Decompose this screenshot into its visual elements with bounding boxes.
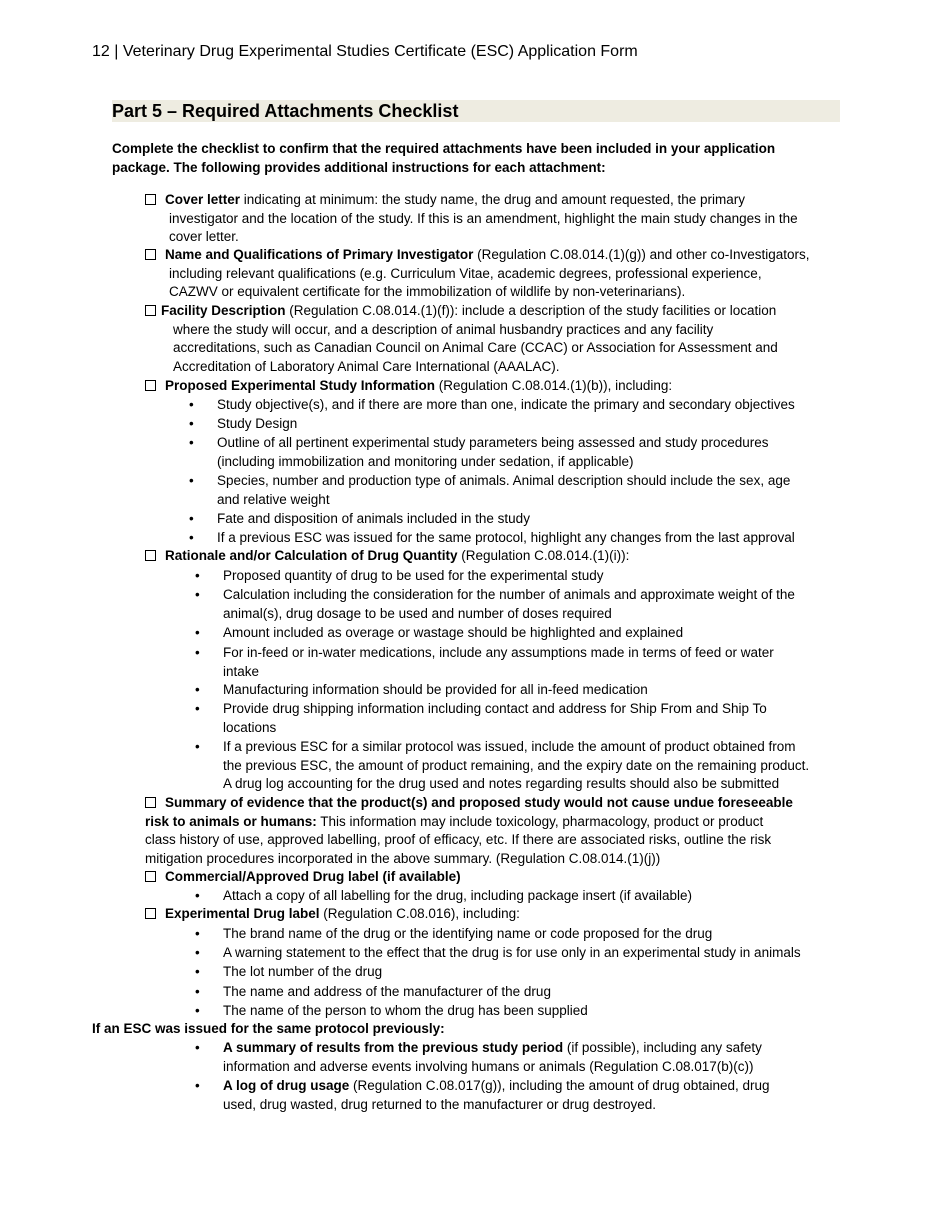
checkbox-rationale[interactable]	[145, 550, 156, 561]
item-text: (Regulation C.08.014.(1)(b)), including:	[435, 378, 673, 393]
bullet-text: Provide drug shipping information including contact and address for Ship From and Ship To	[223, 701, 767, 716]
checklist-item-facility	[145, 302, 845, 376]
item-text: where the study will occur, and a description of animal husbandry practices and any facility	[173, 321, 714, 337]
list-item: • If a previous ESC was issued for the same protocol, highlight any changes from the last approval	[189, 530, 795, 545]
bullet-text: If a previous ESC for a similar protocol was issued, include the amount of product obtained from	[223, 739, 796, 754]
item-text: including relevant qualifications (e.g. Curriculum Vitae, academic degrees, professional experience,	[169, 265, 762, 281]
bullet-text: used, drug wasted, drug returned to the manufacturer or drug destroyed.	[223, 1096, 657, 1112]
checklist-item-cover-letter	[145, 191, 835, 247]
list-item: • Provide drug shipping information including contact and address for Ship From and Ship To locations	[195, 701, 767, 735]
item-label: Proposed Experimental Study Information	[165, 378, 436, 393]
header-separator: |	[114, 43, 119, 60]
item-text: (Regulation C.08.014.(1)(i)):	[457, 548, 630, 563]
checkbox-evidence[interactable]	[145, 797, 156, 808]
list-item: • Fate and disposition of animals included in the study	[189, 511, 530, 526]
list-item: • Proposed quantity of drug to be used for the experimental study	[195, 568, 604, 583]
bullet-label: A log of drug usage	[223, 1078, 350, 1093]
bullet-text: (Regulation C.08.017(g)), including the amount of drug obtained, drug	[349, 1078, 770, 1093]
bullet-text: the previous ESC, the amount of product remaining, and the expiry date on the remaining product.	[223, 757, 810, 773]
bullet-text: Species, number and production type of animals. Animal description should include the sex, age	[217, 473, 791, 488]
item-label: risk to animals or humans:	[145, 813, 317, 829]
item-text: mitigation procedures incorporated in the above summary. (Regulation C.08.014.(1)(j))	[145, 850, 661, 866]
checklist-item-study-info	[145, 377, 845, 396]
list-item: • For in-feed or in-water medications, include any assumptions made in terms of feed or water intake	[195, 645, 774, 679]
item-text: accreditations, such as Canadian Council on Animal Care (CCAC) or Association for Assessment and	[173, 340, 778, 356]
item-text: This information may include toxicology, pharmacology, product or product	[316, 813, 764, 829]
item-text: Accreditation of Laboratory Animal Care International (AAALAC).	[173, 358, 560, 374]
bullet-text: intake	[223, 663, 260, 679]
checklist-item-rationale	[145, 547, 845, 566]
item-label: Facility Description	[161, 303, 286, 318]
list-item: • If a previous ESC for a similar protocol was issued, include the amount of product obtained from the previous ESC, the amount of product remaining, and the expiry date on the remaining product. A drug log accounting for the drug used and notes regarding results should also be submitted	[195, 739, 810, 792]
checklist-item-experimental-label	[145, 905, 845, 924]
bullet-text: Manufacturing information should be provided for all in-feed medication	[223, 682, 648, 697]
list-item: • Manufacturing information should be provided for all in-feed medication	[195, 682, 648, 697]
list-item: • A summary of results from the previous study period (if possible), including any safety information and adverse events involving humans or animals (Regulation C.08.017(b)(c))	[195, 1040, 762, 1074]
bullet-text: Outline of all pertinent experimental study parameters being assessed and study procedures	[217, 435, 769, 450]
page-number: 12	[92, 43, 110, 60]
bullet-text: For in-feed or in-water medications, include any assumptions made in terms of feed or water	[223, 645, 774, 660]
heading-text: If an ESC was issued for the same protocol previously:	[92, 1021, 445, 1036]
item-text: investigator and the location of the study. If this is an amendment, highlight the main study changes in the	[169, 210, 798, 226]
bullet-text: If a previous ESC was issued for the same protocol, highlight any changes from the last approval	[217, 530, 795, 545]
item-text: cover letter.	[169, 229, 239, 245]
checklist-item-commercial-label	[145, 868, 845, 887]
checkbox-study-info[interactable]	[145, 380, 156, 391]
bullet-text: The lot number of the drug	[223, 964, 383, 979]
bullet-text: The brand name of the drug or the identifying name or code proposed for the drug	[223, 926, 713, 941]
item-text: (Regulation C.08.016), including:	[319, 906, 520, 921]
bullet-text: Study objective(s), and if there are more than one, indicate the primary and secondary objectives	[217, 397, 795, 412]
bullet-text: Attach a copy of all labelling for the drug, including package insert (if available)	[223, 888, 693, 903]
bullet-text: Proposed quantity of drug to be used for the experimental study	[223, 568, 604, 583]
bullet-text: Study Design	[217, 416, 298, 431]
page-header	[92, 43, 638, 61]
checkbox-investigator[interactable]	[145, 249, 156, 260]
document-title: Veterinary Drug Experimental Studies Certificate (ESC) Application Form	[122, 43, 638, 60]
section-title: Part 5 – Required Attachments Checklist	[112, 100, 840, 122]
checkbox-experimental-label[interactable]	[145, 908, 156, 919]
bullet-text: Amount included as overage or wastage should be highlighted and explained	[223, 625, 684, 640]
item-text: indicating at minimum: the study name, the drug and amount requested, the primary	[240, 192, 746, 207]
list-item: • Species, number and production type of animals. Animal description should include the sex, age and relative weight	[189, 473, 791, 507]
item-text: (Regulation C.08.014.(1)(g)) and other co-Investigators,	[473, 247, 810, 262]
item-label: Commercial/Approved Drug label (if available)	[165, 869, 461, 884]
bullet-text: and relative weight	[217, 491, 330, 507]
list-item: • A warning statement to the effect that the drug is for use only in an experimental study in animals	[195, 945, 801, 960]
list-item: • The name of the person to whom the drug has been supplied	[195, 1003, 588, 1018]
bullet-text: Fate and disposition of animals included in the study	[217, 511, 530, 526]
checklist-item-evidence	[145, 794, 845, 868]
item-text: CAZWV or equivalent certificate for the immobilization of wildlife by non-veterinarians).	[169, 284, 686, 300]
bullet-text: information and adverse events involving humans or animals (Regulation C.08.017(b)(c))	[223, 1058, 754, 1074]
checklist-item-investigator	[145, 246, 845, 302]
bullet-text: animal(s), drug dosage to be used and number of doses required	[223, 605, 612, 621]
list-item: • The name and address of the manufacturer of the drug	[195, 984, 551, 999]
section-intro: Complete the checklist to confirm that the required attachments have been included in your application package. The following provides additional instructions for each attachment:	[112, 141, 776, 175]
list-item: • Attach a copy of all labelling for the drug, including package insert (if available)	[195, 888, 693, 903]
list-item: • Study objective(s), and if there are more than one, indicate the primary and secondary objectives	[189, 397, 795, 412]
bullet-text: (if possible), including any safety	[563, 1040, 762, 1055]
bullet-text: (including immobilization and monitoring under sedation, if applicable)	[217, 453, 634, 469]
bullet-text: The name and address of the manufacturer of the drug	[223, 984, 551, 999]
list-item: • Study Design	[189, 416, 298, 431]
list-item: • Outline of all pertinent experimental study parameters being assessed and study procedures (including immobilization and monitoring under sedation, if applicable)	[189, 435, 769, 469]
bullet-text: The name of the person to whom the drug has been supplied	[223, 1003, 588, 1018]
bullet-text: Calculation including the consideration for the number of animals and approximate weight of the	[223, 587, 795, 602]
item-label: Summary of evidence that the product(s) and proposed study would not cause undue foreseeable	[165, 795, 793, 810]
bullet-text: A drug log accounting for the drug used and notes regarding results should also be submitted	[223, 776, 780, 792]
list-item: • Amount included as overage or wastage should be highlighted and explained	[195, 625, 684, 640]
bullet-text: A warning statement to the effect that the drug is for use only in an experimental study in animals	[223, 945, 801, 960]
bullet-text: locations	[223, 719, 277, 735]
item-text: (Regulation C.08.014.(1)(f)): include a description of the study facilities or location	[285, 303, 777, 318]
item-label: Experimental Drug label	[165, 906, 320, 921]
previous-esc-heading	[92, 1020, 445, 1039]
list-item: • The lot number of the drug	[195, 964, 383, 979]
checkbox-facility[interactable]	[145, 305, 156, 316]
checkbox-commercial-label[interactable]	[145, 871, 156, 882]
bullet-label: A summary of results from the previous study period	[223, 1040, 564, 1055]
item-label: Rationale and/or Calculation of Drug Quantity	[165, 548, 458, 563]
list-item: • A log of drug usage (Regulation C.08.017(g)), including the amount of drug obtained, drug used, drug wasted, drug returned to the manufacturer or drug destroyed.	[195, 1078, 770, 1112]
list-item: • The brand name of the drug or the identifying name or code proposed for the drug	[195, 926, 713, 941]
item-text: class history of use, approved labelling, proof of efficacy, etc. If there are associated risks, outline the risk	[145, 832, 772, 848]
checkbox-cover-letter[interactable]	[145, 194, 156, 205]
list-item: • Calculation including the consideration for the number of animals and approximate weight of the animal(s), drug dosage to be used and number of doses required	[195, 587, 795, 621]
item-label: Name and Qualifications of Primary Investigator	[165, 247, 474, 262]
item-label: Cover letter	[165, 192, 241, 207]
